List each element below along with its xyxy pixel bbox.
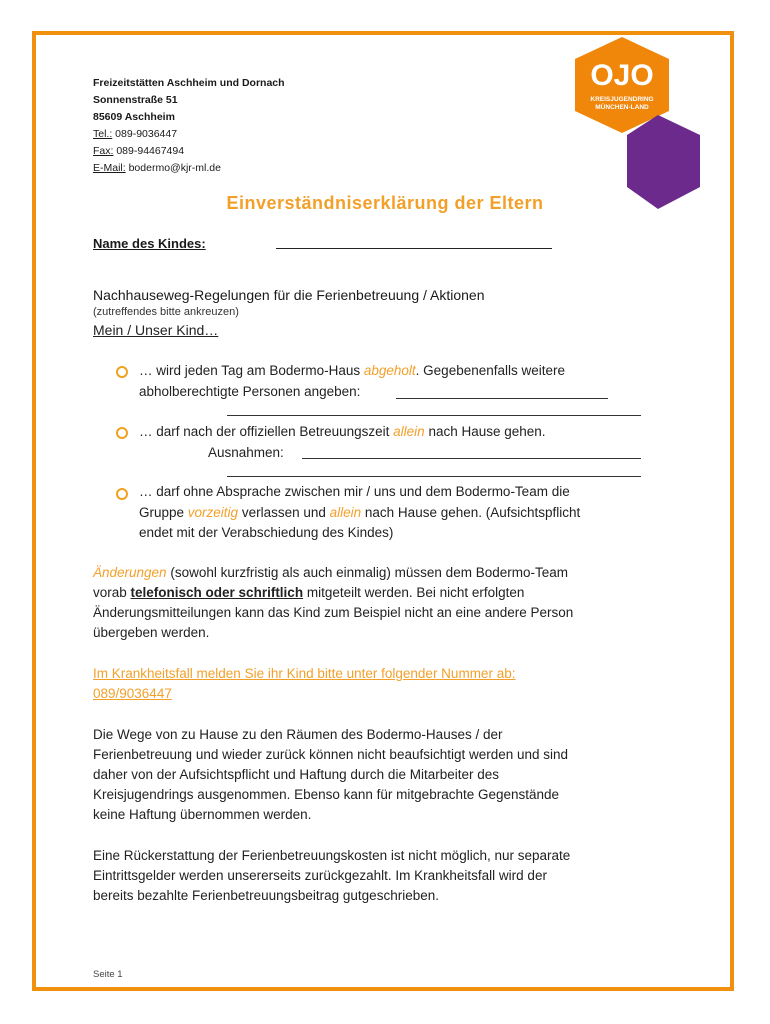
section-subheading: Mein / Unser Kind… [93, 322, 219, 338]
para1-line5: keine Haftung übernommen werden. [93, 807, 312, 822]
email-row[interactable] [93, 160, 285, 177]
option-3-checkbox[interactable] [116, 488, 128, 500]
fax-label: Fax: [93, 145, 114, 157]
section-hint: (zutreffendes bitte ankreuzen) [93, 306, 239, 318]
child-name-label: Name des Kindes: [93, 236, 206, 251]
email-label: E-Mail: [93, 162, 126, 174]
option-2-line2: Ausnahmen: [208, 445, 284, 460]
changes-line3: Änderungsmitteilungen kann das Kind zum Beispiel nicht an eine andere Person [93, 605, 574, 620]
para2-line2: Eintrittsgelder werden unsererseits zurückgezahlt. Im Krankheitsfall wird der [93, 868, 547, 883]
section-heading: Nachhauseweg-Regelungen für die Ferienbetreuung / Aktionen [93, 287, 485, 303]
option-3-emphasis-2: allein [329, 505, 362, 520]
changes-bold: telefonisch oder schriftlich [130, 585, 304, 600]
option-1-line2: abholberechtigte Personen angeben: [139, 384, 361, 399]
option-2-exceptions-field[interactable] [302, 458, 641, 459]
para2-line3: bereits bezahlte Ferienbetreuungsbeitrag gutgeschrieben. [93, 888, 439, 903]
option-1-emphasis: abgeholt [363, 363, 416, 378]
email-value[interactable]: bodermo@kjr-ml.de [125, 162, 221, 174]
logo-line1: KREISJUGENDRING [590, 96, 654, 103]
option-3-line3: endet mit der Verabschiedung des Kindes) [139, 525, 394, 540]
changes-line4: übergeben werden. [93, 625, 210, 640]
logo-text: OJO [590, 59, 654, 92]
option-3-line1: … darf ohne Absprache zwischen mir / uns und dem Bodermo-Team die [139, 484, 570, 499]
option-2-exceptions-field-2[interactable] [227, 476, 641, 477]
option-1-checkbox[interactable] [116, 366, 128, 378]
para2-line1: Eine Rückerstattung der Ferienbetreuungskosten ist nicht möglich, nur separate [93, 848, 571, 863]
changes-line1: Änderungen (sowohl kurzfristig als auch einmalig) müssen dem Bodermo-Team [93, 565, 568, 580]
para1-line2: Ferienbetreuung und wieder zurück können nicht beaufsichtigt werden und sind [93, 747, 569, 762]
option-2-line1: … darf nach der offiziellen Betreuungszeit allein nach Hause gehen. [139, 424, 546, 439]
fax-value: 089-94467494 [113, 145, 185, 157]
para1-line4: Kreisjugendrings ausgenommen. Ebenso kann für mitgebrachte Gegenstände [93, 787, 560, 802]
kjr-logo [575, 37, 705, 212]
option-1-persons-field-2[interactable] [227, 415, 641, 416]
document-title: Einverständniserklärung der Eltern [226, 193, 544, 213]
para1-line1: Die Wege von zu Hause zu den Räumen des Bodermo-Hauses / der [93, 727, 503, 742]
option-2-emphasis: allein [393, 424, 425, 439]
phone-value: 089-9036447 [112, 128, 178, 140]
address-block [93, 75, 285, 177]
option-1-line1: … wird jeden Tag am Bodermo-Haus abgeholt. Gegebenenfalls weitere [139, 363, 566, 378]
phone-label: Tel.: [93, 128, 113, 140]
city: 85609 Aschheim [93, 111, 175, 123]
child-name-field[interactable] [276, 248, 552, 249]
option-2-checkbox[interactable] [116, 427, 128, 439]
page-number: Seite 1 [93, 969, 123, 980]
changes-line2: vorab telefonisch oder schriftlich mitgeteilt werden. Bei nicht erfolgten [93, 585, 525, 600]
option-1-persons-field[interactable] [396, 398, 608, 399]
sick-notice-phone[interactable]: 089/9036447 [93, 686, 172, 701]
logo-line2: MÜNCHEN-LAND [595, 104, 649, 111]
sick-notice-line1: Im Krankheitsfall melden Sie ihr Kind bitte unter folgender Nummer ab: [93, 666, 516, 681]
option-3-emphasis-1: vorzeitig [187, 505, 239, 520]
option-3-line2: Gruppe vorzeitig verlassen und allein nach Hause gehen. (Aufsichtspflicht [139, 505, 581, 520]
fax-row [93, 143, 285, 160]
phone-row [93, 126, 285, 143]
changes-emphasis: Änderungen [93, 565, 167, 580]
para1-line3: daher von der Aufsichtspflicht und Haftung durch die Mitarbeiter des [93, 767, 499, 782]
org-name: Freizeitstätten Aschheim und Dornach [93, 77, 285, 89]
street: Sonnenstraße 51 [93, 94, 178, 106]
